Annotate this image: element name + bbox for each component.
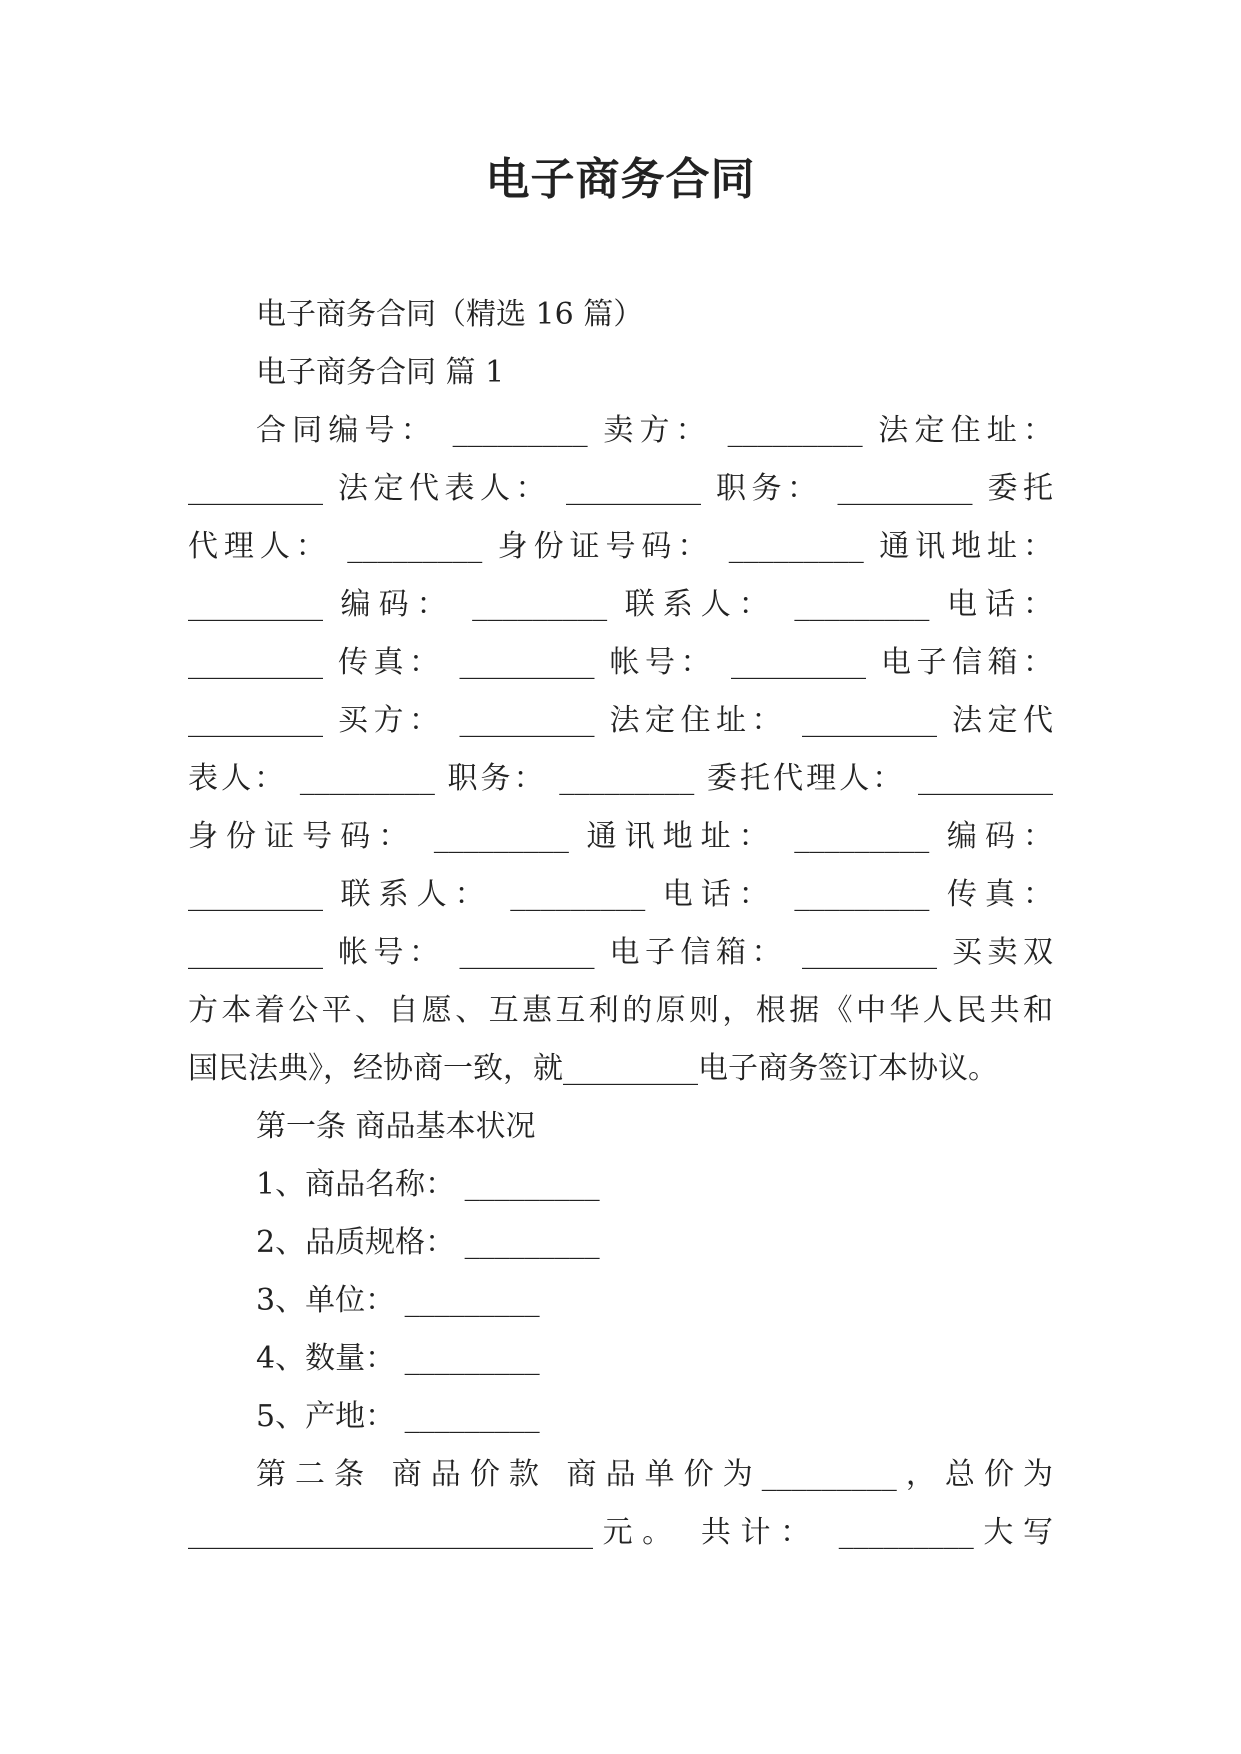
document-body bbox=[188, 286, 1053, 1562]
paragraph-line: _________ 编码： _________ 联系人： _________ 电话： bbox=[188, 587, 1053, 622]
list-item: 5、产地： _________ bbox=[256, 1399, 540, 1434]
paragraph-line: _________ 帐号： _________ 电子信箱： _________ 买卖双 bbox=[188, 935, 1053, 970]
article-heading-line: 第一条 商品基本状况 bbox=[256, 1109, 536, 1144]
section-heading-line: 电子商务合同 篇 1 bbox=[256, 355, 505, 390]
paragraph-line: 代理人： _________ 身份证号码： _________ 通讯地址： bbox=[188, 529, 1053, 564]
paragraph-line: 国民法典》，经协商一致，就_________电子商务签订本协议。 bbox=[188, 1051, 998, 1086]
paragraph-line: 表人： _________ 职务： _________ 委托代理人： _________ bbox=[188, 761, 1053, 796]
paragraph-line: _________ 联系人： _________ 电话： _________ 传真： bbox=[188, 877, 1053, 912]
paragraph-line: _________ 传真： _________ 帐号： _________ 电子信箱： bbox=[188, 645, 1053, 680]
paragraph-line: 合同编号： _________ 卖方： _________ 法定住址： bbox=[256, 413, 1053, 448]
list-item: 3、单位： _________ bbox=[256, 1283, 540, 1318]
list-item: 4、数量： _________ bbox=[256, 1341, 540, 1376]
paragraph-line: ___________________________元。 共计： _________大写 bbox=[188, 1515, 1053, 1550]
document-title: 电子商务合同 bbox=[485, 154, 756, 205]
list-item: 1、商品名称： _________ bbox=[256, 1167, 600, 1202]
paragraph-line: _________ 法定代表人： _________ 职务： _________ 委托 bbox=[188, 471, 1053, 506]
subtitle-line: 电子商务合同（精选 16 篇） bbox=[256, 297, 644, 332]
paragraph-line: _________ 买方： _________ 法定住址： _________ 法定代 bbox=[188, 703, 1053, 738]
list-item: 2、品质规格： _________ bbox=[256, 1225, 600, 1260]
paragraph-line: 方本着公平、自愿、互惠互利的原则，根据《中华人民共和 bbox=[188, 993, 1053, 1028]
paragraph-line: 身份证号码： _________ 通讯地址： _________ 编码： bbox=[188, 819, 1053, 854]
article-line: 第二条 商品价款 商品单价为_________，总价为 bbox=[256, 1457, 1053, 1492]
